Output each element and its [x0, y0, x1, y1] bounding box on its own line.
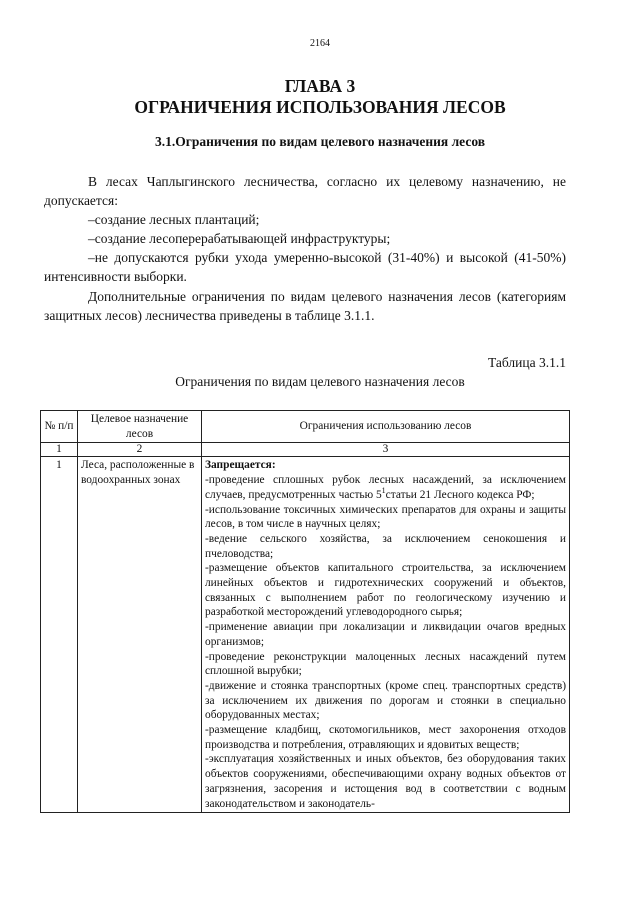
- restriction-item: -ведение сельского хозяйства, за исключением сенокошения и пчеловодства;: [205, 532, 566, 560]
- restriction-item: -использование токсичных химических препаратов для охраны и защиты лесов, в том числе в научных целях;: [205, 503, 566, 531]
- chapter-number: ГЛАВА 3: [284, 76, 356, 96]
- section-title: 3.1.Ограничения по видам целевого назначения лесов: [154, 134, 486, 149]
- list-item: –создание лесоперерабатывающей инфраструктуры;: [88, 231, 391, 247]
- table-header-row: [41, 411, 570, 443]
- restriction-item: -движение и стоянка транспортных (кроме спец. транспортных средств) за исключением их движения по дорогам и стоянки в специально оборудованных местах;: [205, 679, 566, 722]
- table-row: [41, 457, 570, 813]
- restriction-item: -проведение сплошных рубок лесных насаждений, за исключением случаев, предусмотренных частью $5^1статьи$ 21 Лесного кодекса РФ;: [205, 474, 566, 501]
- column-number: 3: [202, 443, 570, 457]
- table-caption: Ограничения по видам целевого назначения лесов: [175, 374, 465, 389]
- column-number: 1: [41, 443, 78, 457]
- reference-paragraph: Дополнительные ограничения по видам целевого назначения лесов (категориям защитных лесов) лесничества приведены в таблице 3.1.1.: [44, 288, 566, 323]
- body-text: [44, 172, 566, 325]
- chapter-title: ОГРАНИЧЕНИЯ ИСПОЛЬЗОВАНИЯ ЛЕСОВ: [134, 97, 506, 117]
- header-num: № п/п: [41, 411, 78, 443]
- list-item: –не допускаются рубки ухода умеренно-высокой (31-40%) и высокой (41-50%) интенсивности выборки.: [44, 250, 566, 285]
- page-number: 2164: [310, 38, 330, 49]
- restriction-item: -применение авиации при локализации и ликвидации очагов вредных организмов;: [205, 621, 566, 648]
- restriction-item: -размещение кладбищ, скотомогильников, мест захоронения отходов производства и потребления, отравляющих и ядовитых веществ;: [205, 724, 566, 751]
- list-item: –создание лесных плантаций;: [88, 212, 260, 228]
- chapter-heading: [0, 76, 640, 118]
- restriction-lead: Запрещается:: [205, 459, 276, 472]
- restriction-item: -эксплуатация хозяйственных и иных объектов, без оборудования таких объектов сооружениями, обеспечивающими охрану водных объектов от загрязнения, засорения и истощения вод в соответствии с водным законодательством и законодатель-: [205, 753, 566, 810]
- restrictions-table: [40, 410, 570, 813]
- header-restrictions: Ограничения использованию лесов: [202, 411, 570, 443]
- column-number: 2: [78, 443, 202, 457]
- row-purpose: Леса, расположенные в водоохранных зонах: [78, 457, 202, 813]
- row-num: 1: [41, 457, 78, 813]
- restriction-item: -проведение реконструкции малоценных лесных насаждений путем сплошной вырубки;: [205, 650, 566, 678]
- row-restrictions: [202, 457, 570, 813]
- table-label: Таблица 3.1.1: [488, 355, 566, 370]
- intro-paragraph: В лесах Чаплыгинского лесничества, согласно их целевому назначению, не допускается:: [44, 174, 566, 209]
- restriction-item: -размещение объектов капитального строительства, за исключением линейных объектов и гидротехнических сооружений и объектов, связанных с выполнением работ по геологическому изучению и разработкой месторождений углеводородного сырья;: [205, 562, 566, 619]
- header-purpose: Целевое назначение лесов: [78, 411, 202, 443]
- column-number-row: [41, 443, 570, 457]
